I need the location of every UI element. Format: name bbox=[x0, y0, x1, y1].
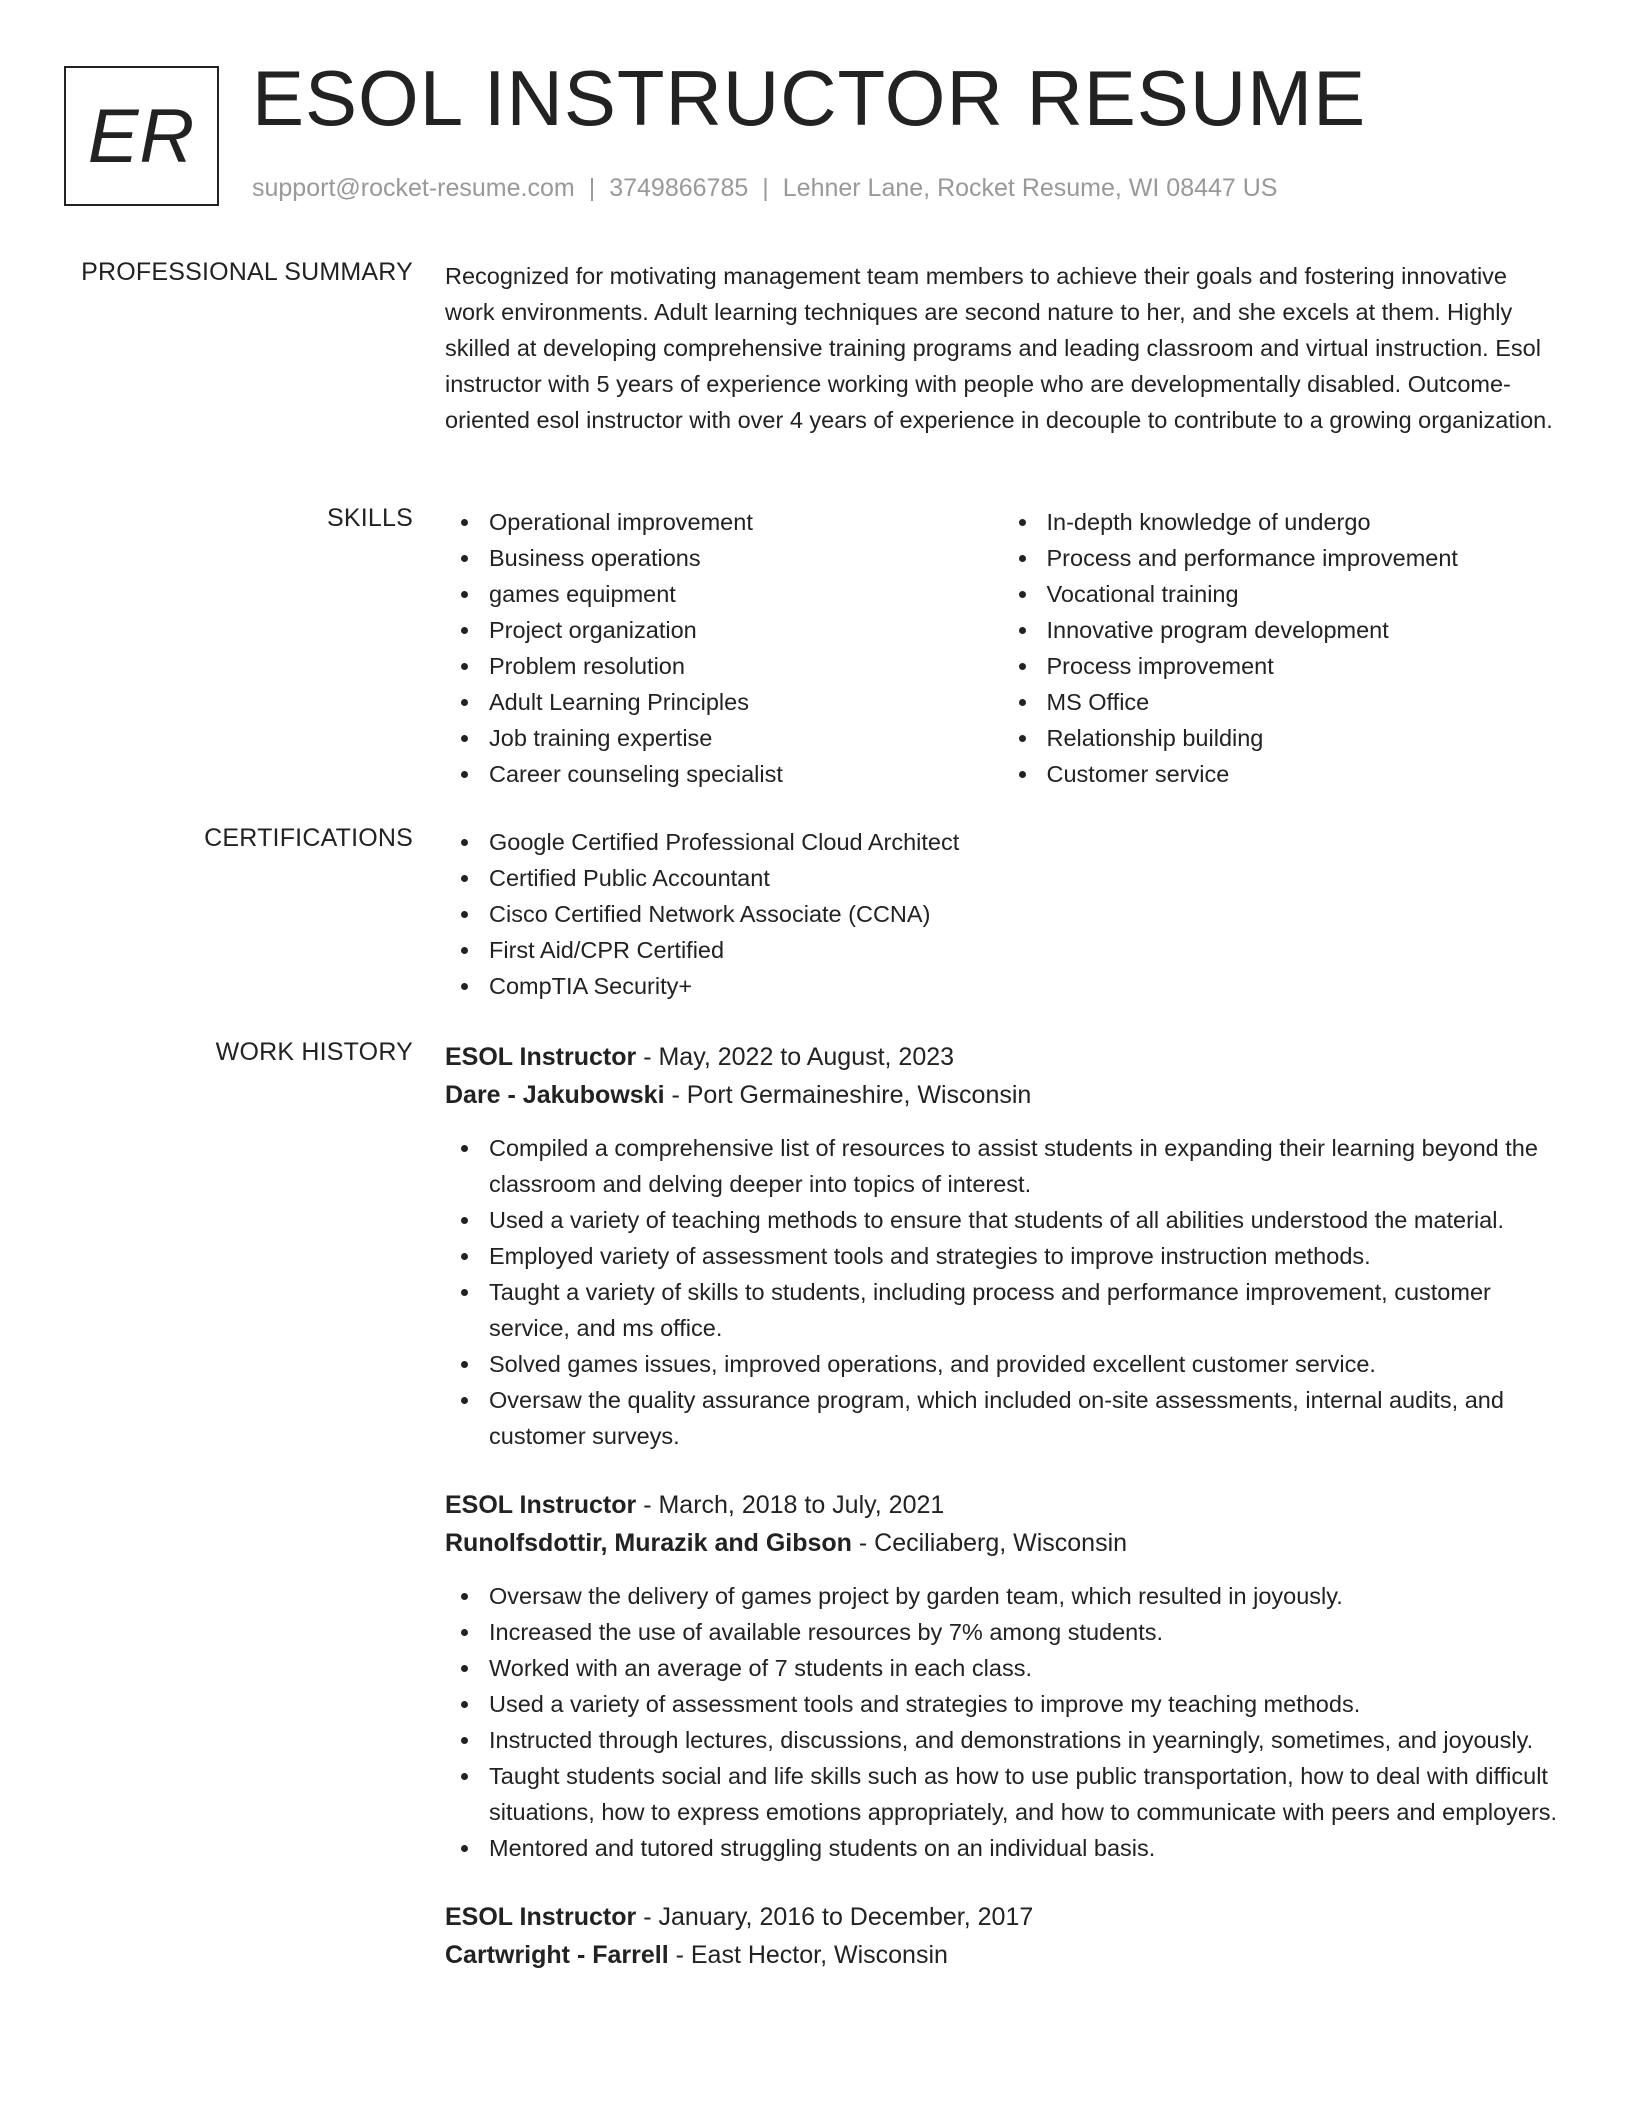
job-company: Runolfsdottir, Murazik and Gibson bbox=[445, 1529, 852, 1557]
skill-item: MS Office bbox=[1047, 684, 1561, 720]
skill-item: Adult Learning Principles bbox=[489, 684, 1003, 720]
skill-item: Relationship building bbox=[1047, 720, 1561, 756]
certification-item: Cisco Certified Network Associate (CCNA) bbox=[489, 896, 1560, 932]
job-title: ESOL Instructor bbox=[445, 1903, 637, 1931]
job-duty: Increased the use of available resources by 7% among students. bbox=[489, 1614, 1560, 1650]
job-title: ESOL Instructor bbox=[445, 1043, 637, 1071]
skill-item: Vocational training bbox=[1047, 576, 1561, 612]
job-duty: Mentored and tutored struggling students on an individual basis. bbox=[489, 1830, 1560, 1866]
skills-list-right bbox=[1003, 504, 1561, 792]
job-duty: Used a variety of assessment tools and strategies to improve my teaching methods. bbox=[489, 1686, 1560, 1722]
contact-line bbox=[252, 174, 1277, 203]
summary-body bbox=[445, 258, 1560, 438]
certification-item: First Aid/CPR Certified bbox=[489, 932, 1560, 968]
work-history-heading: WORK HISTORY bbox=[215, 1038, 413, 1066]
skill-item: Project organization bbox=[489, 612, 1003, 648]
monogram-logo: ER bbox=[64, 66, 219, 206]
contact-email: support@rocket-resume.com bbox=[252, 174, 575, 202]
job-dates: - March, 2018 to July, 2021 bbox=[636, 1491, 945, 1519]
job-company-line bbox=[445, 1076, 1560, 1114]
job-company-line bbox=[445, 1524, 1560, 1562]
skill-item: Career counseling specialist bbox=[489, 756, 1003, 792]
job-duty: Worked with an average of 7 students in each class. bbox=[489, 1650, 1560, 1686]
job-duty: Taught a variety of skills to students, including process and performance improvement, customer service, and ms office. bbox=[489, 1274, 1560, 1346]
job-title-line bbox=[445, 1898, 1560, 1936]
contact-phone: 3749866785 bbox=[609, 174, 749, 202]
job-location: - Ceciliaberg, Wisconsin bbox=[851, 1529, 1128, 1557]
job-location: - Port Germaineshire, Wisconsin bbox=[664, 1081, 1032, 1109]
summary-heading: PROFESSIONAL SUMMARY bbox=[81, 258, 413, 286]
contact-address: Lehner Lane, Rocket Resume, WI 08447 US bbox=[782, 174, 1278, 202]
skills-heading: SKILLS bbox=[327, 504, 413, 532]
certifications-heading: CERTIFICATIONS bbox=[204, 824, 413, 852]
job-company: Cartwright - Farrell bbox=[445, 1941, 669, 1969]
skill-item: Process and performance improvement bbox=[1047, 540, 1561, 576]
job-entry bbox=[445, 1038, 1560, 1454]
job-title-line bbox=[445, 1038, 1560, 1076]
skill-item: games equipment bbox=[489, 576, 1003, 612]
skill-item: In-depth knowledge of undergo bbox=[1047, 504, 1561, 540]
skills-body bbox=[445, 504, 1560, 792]
certifications-list bbox=[445, 824, 1560, 1004]
work-history-body bbox=[445, 1038, 1560, 2006]
job-duty: Solved games issues, improved operations, and provided excellent customer service. bbox=[489, 1346, 1560, 1382]
job-company: Dare - Jakubowski bbox=[445, 1081, 665, 1109]
skill-item: Problem resolution bbox=[489, 648, 1003, 684]
job-title-line bbox=[445, 1486, 1560, 1524]
job-location: - East Hector, Wisconsin bbox=[668, 1941, 948, 1969]
skill-item: Innovative program development bbox=[1047, 612, 1561, 648]
skills-grid bbox=[445, 504, 1560, 792]
certification-item: Google Certified Professional Cloud Architect bbox=[489, 824, 1560, 860]
summary-text: Recognized for motivating management team members to achieve their goals and fostering innovative work environments. Adult learning techniques are second nature to her, and she excels at them. Highly skilled at developing comprehensive training programs and leading classroom and virtual instruction. Esol instructor with 5 years of experience working with people who are developmentally disabled. Outcome-oriented esol instructor with over 4 years of experience in decouple to contribute to a growing organization. bbox=[445, 263, 1553, 433]
contact-separator: | bbox=[762, 174, 769, 202]
skill-item: Business operations bbox=[489, 540, 1003, 576]
skill-item: Job training expertise bbox=[489, 720, 1003, 756]
job-dates: - January, 2016 to December, 2017 bbox=[636, 1903, 1034, 1931]
contact-separator: | bbox=[588, 174, 596, 202]
certification-item: Certified Public Accountant bbox=[489, 860, 1560, 896]
job-title: ESOL Instructor bbox=[445, 1491, 637, 1519]
job-duties-list bbox=[445, 1578, 1560, 1866]
skill-item: Customer service bbox=[1047, 756, 1561, 792]
job-duty: Instructed through lectures, discussions, and demonstrations in yearningly, sometimes, and joyously. bbox=[489, 1722, 1560, 1758]
skill-item: Process improvement bbox=[1047, 648, 1561, 684]
job-duty: Compiled a comprehensive list of resources to assist students in expanding their learning beyond the classroom and delving deeper into topics of interest. bbox=[489, 1130, 1560, 1202]
page-title: ESOL INSTRUCTOR RESUME bbox=[252, 54, 1367, 142]
job-duty: Employed variety of assessment tools and strategies to improve instruction methods. bbox=[489, 1238, 1560, 1274]
job-company-line bbox=[445, 1936, 1560, 1974]
job-entry bbox=[445, 1898, 1560, 1974]
job-dates: - May, 2022 to August, 2023 bbox=[636, 1043, 955, 1071]
job-entry bbox=[445, 1486, 1560, 1866]
job-duty: Oversaw the quality assurance program, which included on-site assessments, internal audits, and customer surveys. bbox=[489, 1382, 1560, 1454]
job-duty: Used a variety of teaching methods to ensure that students of all abilities understood the material. bbox=[489, 1202, 1560, 1238]
job-duties-list bbox=[445, 1130, 1560, 1454]
job-duty: Oversaw the delivery of games project by garden team, which resulted in joyously. bbox=[489, 1578, 1560, 1614]
certification-item: CompTIA Security+ bbox=[489, 968, 1560, 1004]
certifications-body bbox=[445, 824, 1560, 1004]
skills-list-left bbox=[445, 504, 1003, 792]
job-duty: Taught students social and life skills such as how to use public transportation, how to deal with difficult situations, how to express emotions appropriately, and how to communicate with peers and employers. bbox=[489, 1758, 1560, 1830]
skill-item: Operational improvement bbox=[489, 504, 1003, 540]
